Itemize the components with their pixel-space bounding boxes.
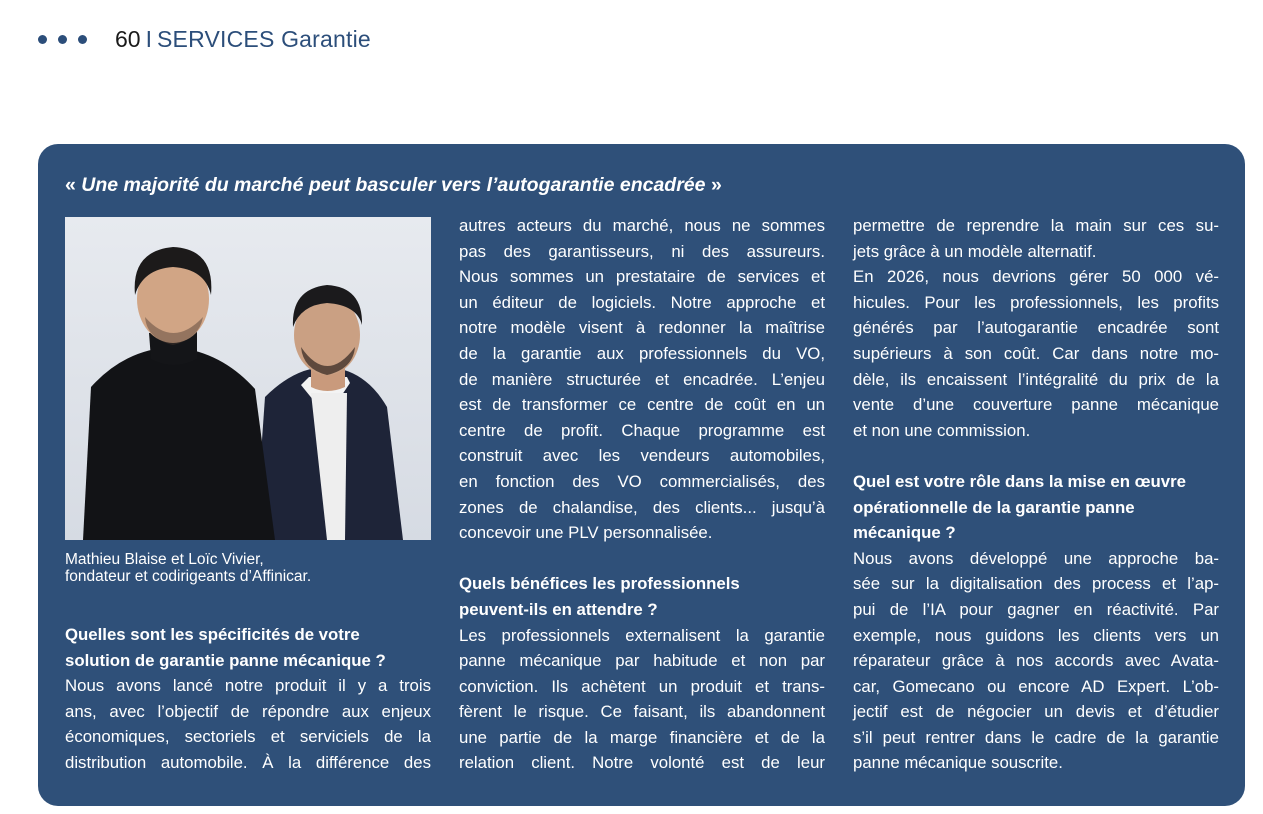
text-line: jets grâce à un modèle alternatif. (853, 241, 1097, 261)
quote-close: » (710, 174, 722, 196)
text-line: panne mécanique par habitude et non par (459, 651, 825, 671)
header-dots (38, 35, 87, 44)
text-line: Nous avons lancé notre produit il y a trois (65, 676, 431, 696)
text-line: centre de profit. Chaque programme est (459, 420, 825, 440)
text-line: sée sur la digitalisation des process et l’ap- (853, 574, 1219, 594)
text-line: en fonction des VO commercialisés, des (459, 471, 825, 491)
question-line: mécanique ? (853, 523, 956, 543)
text-line: autres acteurs du marché, nous ne sommes (459, 216, 825, 235)
text-line: une partie de la marge financière et de la (459, 727, 825, 747)
text-line: panne mécanique souscrite. (853, 753, 1063, 773)
answer-2-part-2 (853, 213, 1219, 443)
text-line: car, Gomecano ou encore AD Expert. L’ob- (853, 676, 1219, 696)
text-line: conviction. Ils achètent un produit et trans- (459, 676, 825, 696)
text-line: construit avec les vendeurs automobiles, (459, 446, 825, 466)
text-line: jectif est de négocier un devis et d’étudier (853, 702, 1219, 722)
question-line: peuvent-ils en attendre ? (459, 599, 658, 619)
quote-text: Une majorité du marché peut basculer vers l’autogarantie encadrée (81, 174, 706, 196)
paragraph-gap (459, 546, 825, 572)
question-1 (65, 622, 431, 673)
question-line: Quel est votre rôle dans la mise en œuvre (853, 471, 1186, 491)
text-line: générés par l’autogarantie encadrée sont (853, 318, 1219, 338)
caption-line: fondateur et codirigeants d’Affinicar. (65, 568, 312, 585)
portrait-photo (65, 217, 431, 540)
quote-open: « (65, 174, 76, 196)
section-title: SERVICES Garantie (156, 25, 371, 52)
text-line: relation client. Notre volonté est de leur (459, 753, 825, 773)
text-line: réparateur grâce à nos accords avec Avata- (853, 651, 1219, 671)
quote-headline (65, 174, 722, 197)
question-line: Quelles sont les spécificités de votre (65, 625, 360, 644)
answer-1-part-2 (459, 213, 825, 546)
text-line: Les professionnels externalisent la garantie (459, 625, 825, 645)
question-2 (459, 571, 825, 622)
question-line: opérationnelle de la garantie panne (853, 497, 1135, 517)
answer-3 (853, 546, 1219, 776)
portrait-illustration (65, 217, 431, 540)
text-line: Nous avons développé une approche ba- (853, 548, 1219, 568)
text-line: Nous sommes un prestataire de services et (459, 267, 825, 287)
column-3 (853, 213, 1219, 776)
paragraph-gap (853, 443, 1219, 469)
question-line: solution de garantie panne mécanique ? (65, 650, 386, 670)
text-line: dèle, ils encaissent l’intégralité du prix de la (853, 369, 1219, 389)
dot-icon (58, 35, 67, 44)
text-line: pas des garantisseurs, ni des assureurs. (459, 241, 825, 261)
column-2 (459, 213, 825, 776)
column-1 (65, 622, 431, 776)
caption-line: Mathieu Blaise et Loïc Vivier, (65, 551, 264, 568)
text-line: exemple, nous guidons les clients vers un (853, 625, 1219, 645)
text-line: un éditeur de logiciels. Notre approche et (459, 292, 825, 312)
text-line: zones de chalandise, des clients... jusqu’à (459, 497, 825, 517)
page-number: 60 (115, 25, 141, 52)
text-line: concevoir une PLV personnalisée. (459, 523, 713, 543)
header-separator: I (145, 25, 152, 52)
dot-icon (38, 35, 47, 44)
page-header (38, 22, 371, 56)
text-line: et non une commission. (853, 420, 1031, 440)
question-3 (853, 469, 1219, 546)
text-line: fèrent le risque. Ce faisant, ils abandonnent (459, 702, 825, 722)
text-line: En 2026, nous devrions gérer 50 000 vé- (853, 267, 1219, 287)
text-line: de la garantie aux professionnels du VO, (459, 343, 825, 363)
answer-2-part-1 (459, 623, 825, 777)
text-line: de manière structurée et encadrée. L’enjeu (459, 369, 825, 389)
interview-box (38, 144, 1245, 806)
photo-caption (65, 551, 445, 585)
question-line: Quels bénéfices les professionnels (459, 574, 740, 594)
dot-icon (78, 35, 87, 44)
answer-1-part-1 (65, 673, 431, 775)
text-line: vente d’une couverture panne mécanique (853, 395, 1219, 415)
text-line: est de transformer ce centre de coût en un (459, 395, 825, 415)
text-line: pui de l’IA pour gagner en réactivité. Par (853, 599, 1219, 619)
text-line: hicules. Pour les professionnels, les profits (853, 292, 1219, 312)
text-line: distribution automobile. À la différence des (65, 752, 431, 772)
text-line: économiques, sectoriels et serviciels de la (65, 727, 431, 747)
text-line: supérieurs à son coût. Car dans notre mo- (853, 343, 1219, 363)
text-line: s’il peut rentrer dans le cadre de la garantie (853, 727, 1219, 747)
text-line: permettre de reprendre la main sur ces su- (853, 216, 1219, 235)
text-line: notre modèle visent à redonner la maîtrise (459, 318, 825, 338)
text-line: ans, avec l’objectif de répondre aux enjeux (65, 701, 431, 721)
